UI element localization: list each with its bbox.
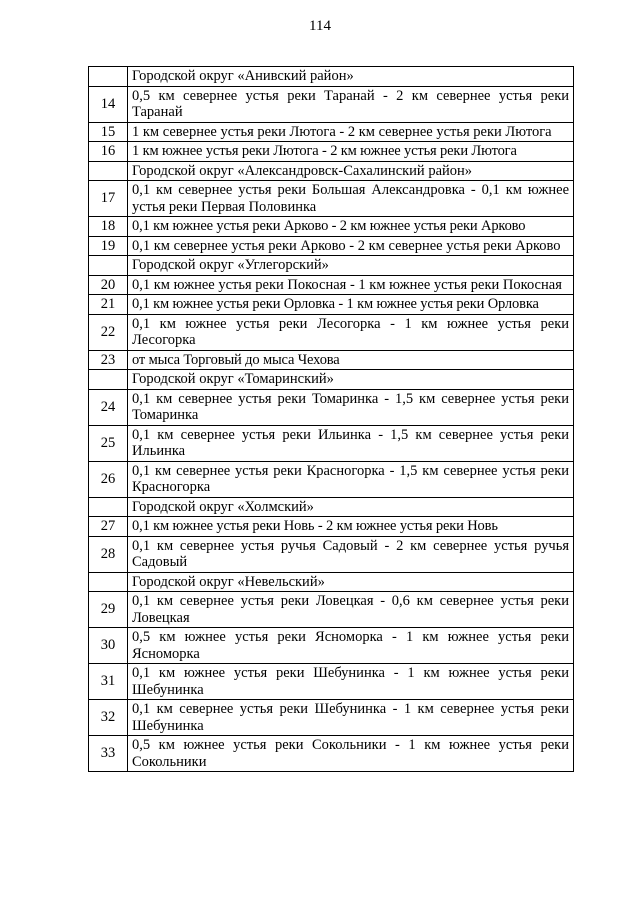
table-row bbox=[89, 86, 574, 122]
row-number-cell bbox=[89, 161, 128, 181]
row-number-cell: 21 bbox=[89, 295, 128, 315]
section-description: 0,1 км южнее устья реки Покосная - 1 км южнее устья реки Покосная bbox=[128, 275, 574, 295]
district-row bbox=[89, 67, 574, 87]
district-row bbox=[89, 256, 574, 276]
table-row bbox=[89, 236, 574, 256]
section-description: 0,5 км южнее устья реки Ясноморка - 1 км южнее устья реки Ясноморка bbox=[128, 628, 574, 664]
table-row bbox=[89, 350, 574, 370]
table-row bbox=[89, 314, 574, 350]
row-number-cell: 33 bbox=[89, 736, 128, 772]
row-number-cell: 25 bbox=[89, 425, 128, 461]
district-name: Городской округ «Анивский район» bbox=[128, 67, 574, 87]
table-row bbox=[89, 295, 574, 315]
row-number-cell: 31 bbox=[89, 664, 128, 700]
section-description: 0,5 км севернее устья реки Таранай - 2 км севернее устья реки Таранай bbox=[128, 86, 574, 122]
page-number: 114 bbox=[309, 18, 331, 34]
section-description: 0,1 км севернее устья реки Ловецкая - 0,6 км севернее устья реки Ловецкая bbox=[128, 592, 574, 628]
table-row bbox=[89, 461, 574, 497]
row-number-cell: 23 bbox=[89, 350, 128, 370]
table-row bbox=[89, 425, 574, 461]
row-number-cell: 26 bbox=[89, 461, 128, 497]
section-description: 0,1 км южнее устья реки Орловка - 1 км южнее устья реки Орловка bbox=[128, 295, 574, 315]
section-description: 1 км севернее устья реки Лютога - 2 км севернее устья реки Лютога bbox=[128, 122, 574, 142]
section-description: от мыса Торговый до мыса Чехова bbox=[128, 350, 574, 370]
district-row bbox=[89, 161, 574, 181]
section-description: 0,1 км южнее устья реки Лесогорка - 1 км южнее устья реки Лесогорка bbox=[128, 314, 574, 350]
section-description: 0,1 км южнее устья реки Новь - 2 км южнее устья реки Новь bbox=[128, 517, 574, 537]
river-sections-table bbox=[88, 66, 574, 772]
row-number-cell: 32 bbox=[89, 700, 128, 736]
section-description: 0,1 км севернее устья реки Томаринка - 1,5 км севернее устья реки Томаринка bbox=[128, 389, 574, 425]
table-row bbox=[89, 181, 574, 217]
row-number-cell: 19 bbox=[89, 236, 128, 256]
district-name: Городской округ «Александровск-Сахалинский район» bbox=[128, 161, 574, 181]
table-row bbox=[89, 736, 574, 772]
table-row bbox=[89, 389, 574, 425]
row-number-cell: 22 bbox=[89, 314, 128, 350]
section-description: 1 км южнее устья реки Лютога - 2 км южнее устья реки Лютога bbox=[128, 142, 574, 162]
table-row bbox=[89, 142, 574, 162]
row-number-cell: 15 bbox=[89, 122, 128, 142]
section-description: 0,1 км севернее устья ручья Садовый - 2 км севернее устья ручья Садовый bbox=[128, 536, 574, 572]
section-description: 0,1 км южнее устья реки Арково - 2 км южнее устья реки Арково bbox=[128, 217, 574, 237]
row-number-cell: 28 bbox=[89, 536, 128, 572]
district-name: Городской округ «Углегорский» bbox=[128, 256, 574, 276]
section-description: 0,1 км южнее устья реки Шебунинка - 1 км южнее устья реки Шебунинка bbox=[128, 664, 574, 700]
district-name: Городской округ «Холмский» bbox=[128, 497, 574, 517]
row-number-cell bbox=[89, 256, 128, 276]
section-description: 0,5 км южнее устья реки Сокольники - 1 км южнее устья реки Сокольники bbox=[128, 736, 574, 772]
section-description: 0,1 км севернее устья реки Ильинка - 1,5 км севернее устья реки Ильинка bbox=[128, 425, 574, 461]
district-name: Городской округ «Томаринский» bbox=[128, 370, 574, 390]
district-row bbox=[89, 370, 574, 390]
district-row bbox=[89, 497, 574, 517]
section-description: 0,1 км севернее устья реки Большая Александровка - 0,1 км южнее устья реки Первая Половинка bbox=[128, 181, 574, 217]
section-description: 0,1 км севернее устья реки Шебунинка - 1 км севернее устья реки Шебунинка bbox=[128, 700, 574, 736]
table-row bbox=[89, 664, 574, 700]
row-number-cell bbox=[89, 572, 128, 592]
row-number-cell bbox=[89, 370, 128, 390]
row-number-cell: 30 bbox=[89, 628, 128, 664]
row-number-cell bbox=[89, 497, 128, 517]
row-number-cell: 29 bbox=[89, 592, 128, 628]
row-number-cell: 27 bbox=[89, 517, 128, 537]
table-row bbox=[89, 536, 574, 572]
row-number-cell: 18 bbox=[89, 217, 128, 237]
table-row bbox=[89, 700, 574, 736]
table-row bbox=[89, 592, 574, 628]
district-name: Городской округ «Невельский» bbox=[128, 572, 574, 592]
table-row bbox=[89, 122, 574, 142]
district-row bbox=[89, 572, 574, 592]
row-number-cell: 14 bbox=[89, 86, 128, 122]
row-number-cell: 24 bbox=[89, 389, 128, 425]
table-row bbox=[89, 628, 574, 664]
row-number-cell: 16 bbox=[89, 142, 128, 162]
row-number-cell bbox=[89, 67, 128, 87]
table-row bbox=[89, 517, 574, 537]
section-description: 0,1 км севернее устья реки Красногорка - 1,5 км севернее устья реки Красногорка bbox=[128, 461, 574, 497]
row-number-cell: 20 bbox=[89, 275, 128, 295]
table-row bbox=[89, 275, 574, 295]
table-row bbox=[89, 217, 574, 237]
row-number-cell: 17 bbox=[89, 181, 128, 217]
section-description: 0,1 км севернее устья реки Арково - 2 км севернее устья реки Арково bbox=[128, 236, 574, 256]
